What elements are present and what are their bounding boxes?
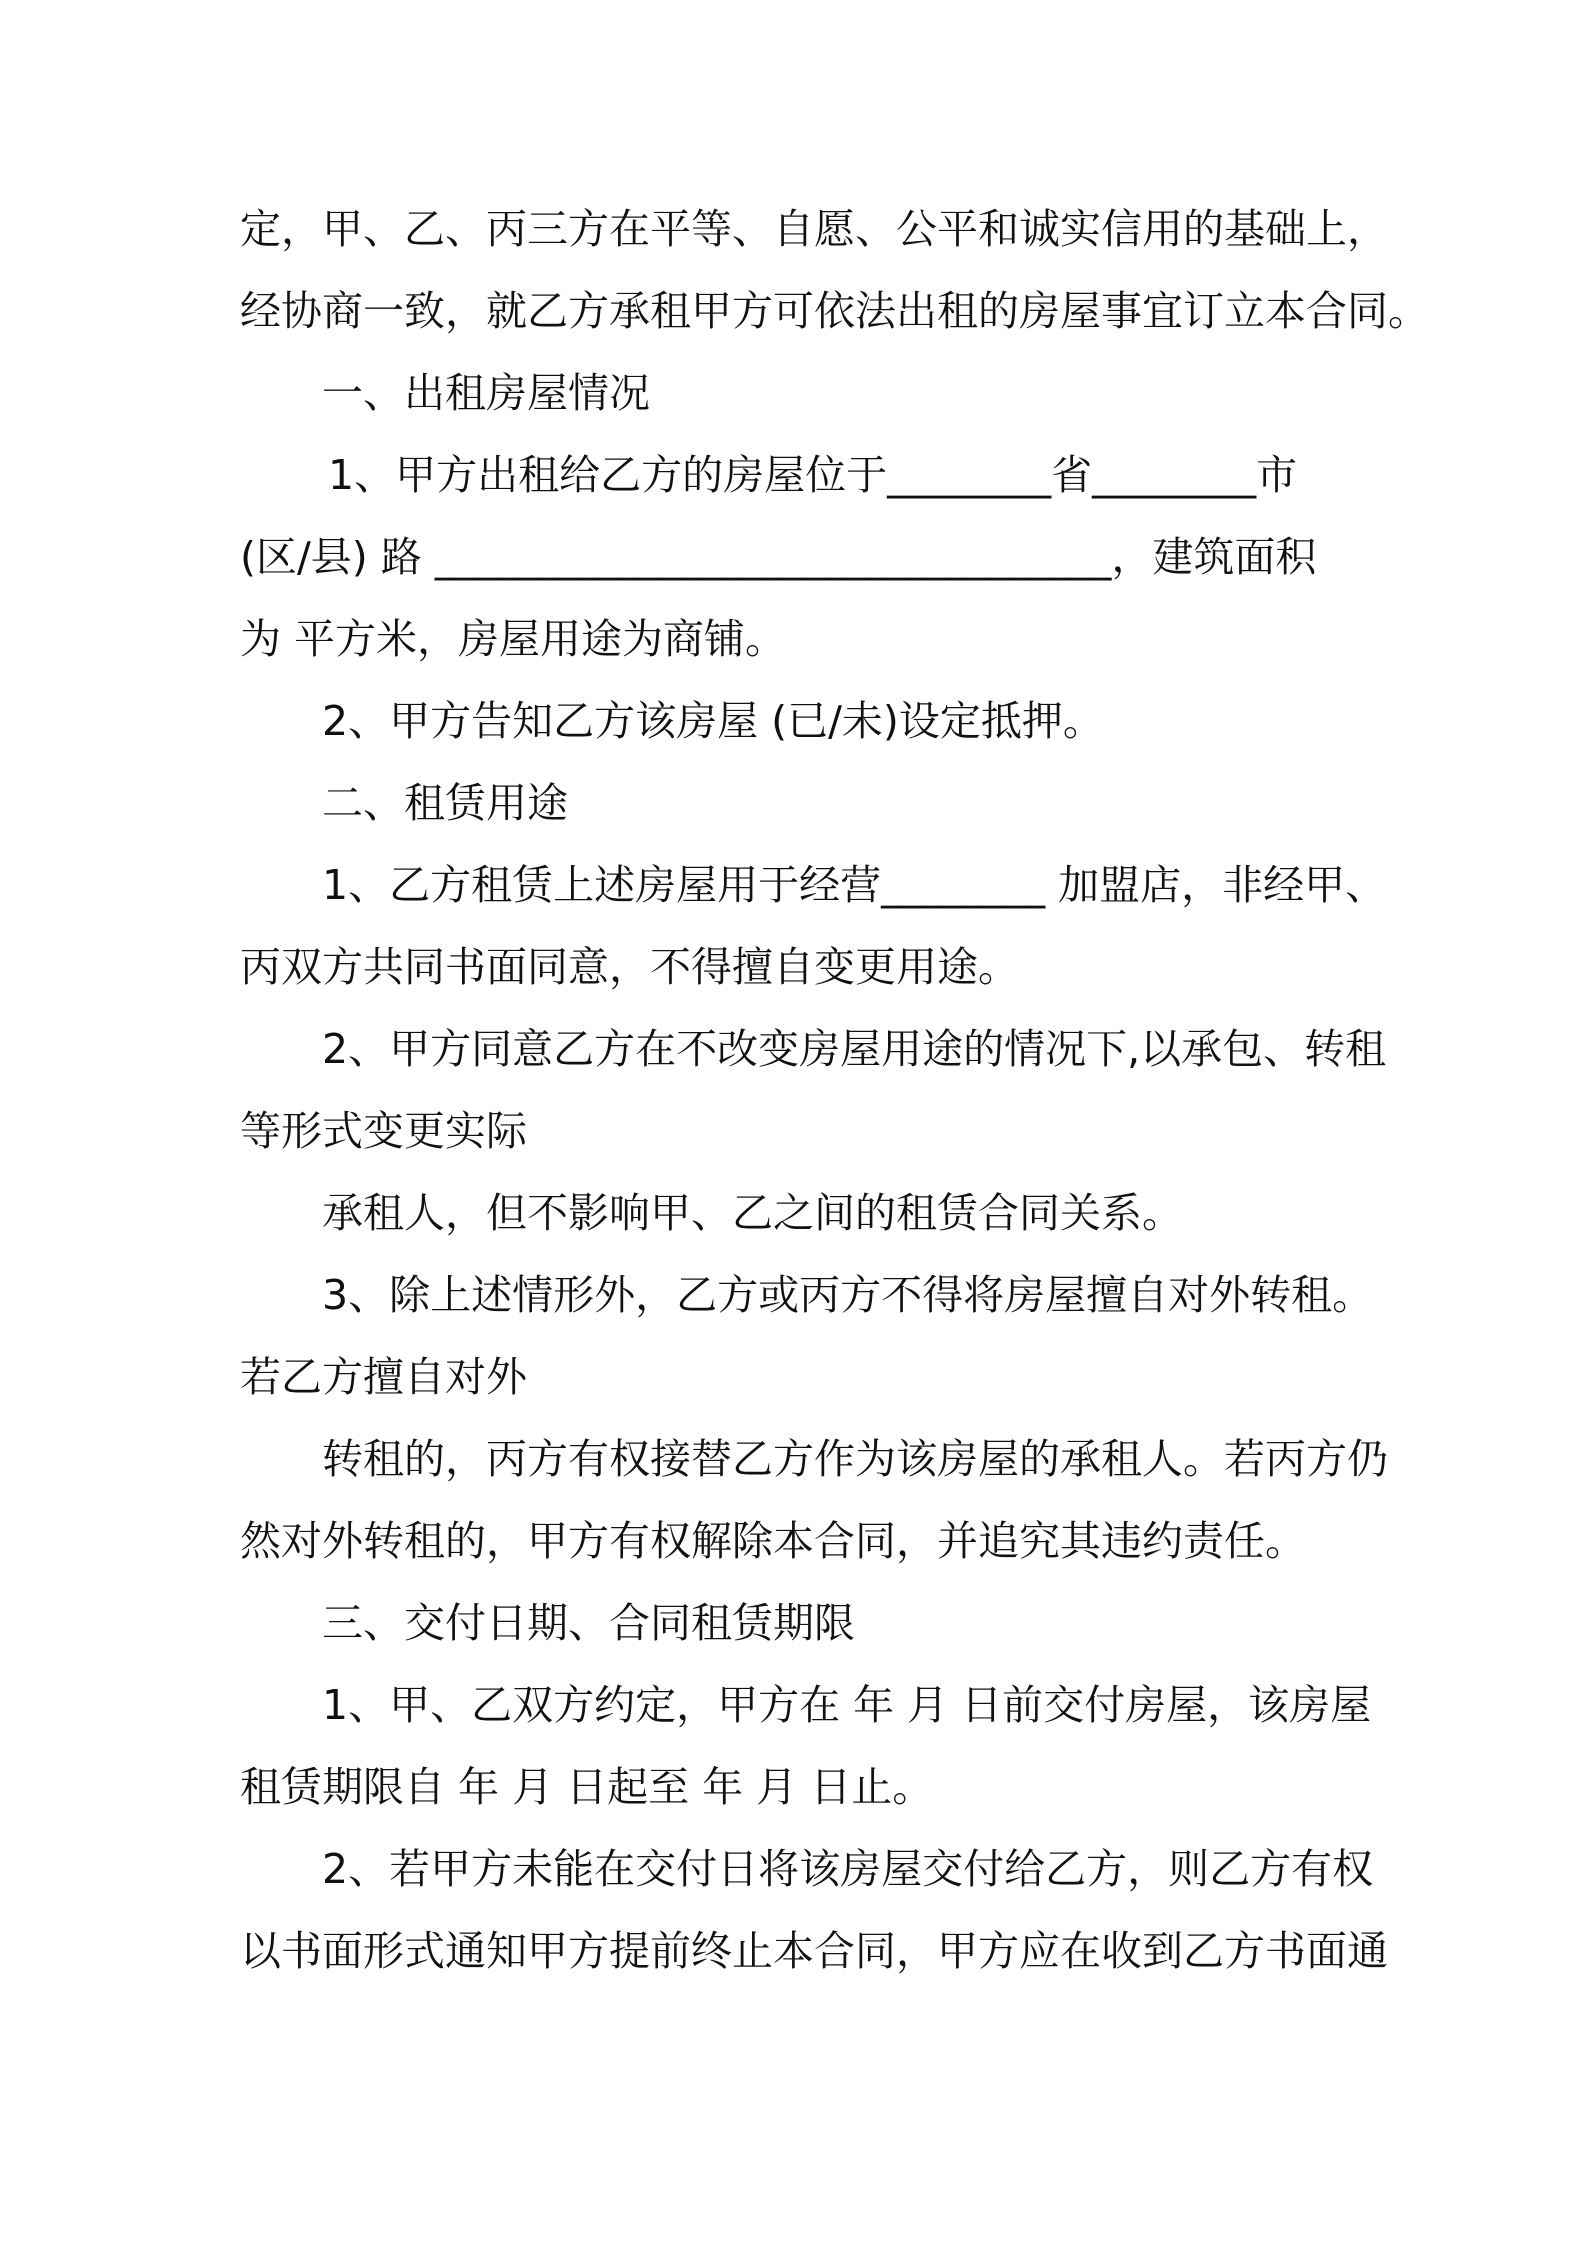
body-line: (区/县) 路 _________________________________，建筑面积 (240, 533, 1317, 581)
body-line: 承租人，但不影响甲、乙之间的租赁合同关系。 (322, 1189, 1183, 1237)
clause-line: 1、甲、乙双方约定，甲方在 年 月 日前交付房屋，该房屋 (322, 1681, 1372, 1729)
body-line: 租赁期限自 年 月 日起至 年 月 日止。 (240, 1763, 934, 1811)
body-line: 丙双方共同书面同意，不得擅自变更用途。 (240, 943, 1019, 991)
section-heading: 二、租赁用途 (322, 779, 568, 827)
body-line: 转租的，丙方有权接替乙方作为该房屋的承租人。若丙方仍 (322, 1435, 1388, 1483)
body-line: 以书面形式通知甲方提前终止本合同，甲方应在收到乙方书面通 (240, 1927, 1388, 1975)
body-line: 经协商一致，就乙方承租甲方可依法出租的房屋事宜订立本合同。 (240, 287, 1429, 335)
clause-line: 1、乙方租赁上述房屋用于经营________ 加盟店，非经甲、 (322, 861, 1387, 909)
clause-line: 3、除上述情形外，乙方或丙方不得将房屋擅自对外转租。 (322, 1271, 1374, 1319)
body-line: 然对外转租的，甲方有权解除本合同，并追究其违约责任。 (240, 1517, 1306, 1565)
section-heading: 三、交付日期、合同租赁期限 (322, 1599, 855, 1647)
section-heading: 一、出租房屋情况 (322, 369, 650, 417)
clause-line: 1、甲方出租给乙方的房屋位于________省________市 (328, 451, 1298, 499)
body-line: 定，甲、乙、丙三方在平等、自愿、公平和诚实信用的基础上， (240, 205, 1388, 253)
body-line: 为 平方米，房屋用途为商铺。 (240, 615, 787, 663)
clause-line: 2、若甲方未能在交付日将该房屋交付给乙方，则乙方有权 (322, 1845, 1374, 1893)
body-line: 等形式变更实际 (240, 1107, 527, 1155)
document-body (240, 188, 1429, 1992)
clause-line: 2、甲方告知乙方该房屋 (已/未)设定抵押。 (322, 697, 1104, 745)
clause-line: 2、甲方同意乙方在不改变房屋用途的情况下,以承包、转租 (322, 1025, 1387, 1073)
body-line: 若乙方擅自对外 (240, 1353, 527, 1401)
